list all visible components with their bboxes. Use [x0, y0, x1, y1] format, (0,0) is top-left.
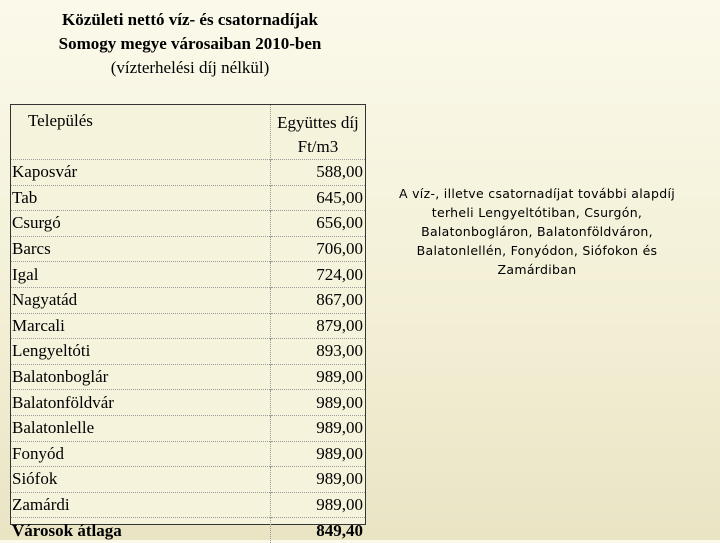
- city-cell: Tab: [11, 185, 270, 211]
- city-cell: Siófok: [11, 467, 270, 493]
- city-cell: Nagyatád: [11, 287, 270, 313]
- footnote-line: Zamárdiban: [497, 262, 577, 277]
- title-line-1: Közületi nettó víz- és csatornadíjak: [62, 10, 318, 29]
- fee-table: [11, 105, 365, 543]
- fee-cell: 706,00: [270, 236, 365, 262]
- city-cell: Csurgó: [11, 211, 270, 237]
- table-row: [11, 185, 365, 211]
- column-header-fee-unit: Ft/m3: [297, 137, 339, 156]
- column-header-fee-line-1: Együttes díj: [277, 113, 359, 132]
- city-cell: Lengyeltóti: [11, 339, 270, 365]
- table-header-row: [11, 105, 365, 160]
- fee-cell: 588,00: [270, 160, 365, 186]
- fee-cell: 656,00: [270, 211, 365, 237]
- table-row: [11, 390, 365, 416]
- city-cell: Marcali: [11, 313, 270, 339]
- fee-cell: 879,00: [270, 313, 365, 339]
- column-header-city: Település: [27, 111, 93, 130]
- table-row: [11, 262, 365, 288]
- table-row: [11, 467, 365, 493]
- average-row: [11, 518, 365, 543]
- footnote-line: Balatonlellén, Fonyódon, Siófokon és: [416, 243, 658, 258]
- fee-cell: 645,00: [270, 185, 365, 211]
- page-title: [0, 8, 380, 80]
- city-cell: Balatonboglár: [11, 364, 270, 390]
- fee-cell: 989,00: [270, 441, 365, 467]
- city-cell: Balatonföldvár: [11, 390, 270, 416]
- city-cell: Kaposvár: [11, 160, 270, 186]
- fee-cell: 989,00: [270, 364, 365, 390]
- footnote-line: A víz-, illetve csatornadíjat további alapdíj: [398, 186, 676, 201]
- fee-cell: 989,00: [270, 467, 365, 493]
- table-row: [11, 441, 365, 467]
- table-row: [11, 492, 365, 518]
- title-subtitle: (vízterhelési díj nélkül): [110, 58, 270, 77]
- table-row: [11, 211, 365, 237]
- fee-cell: 867,00: [270, 287, 365, 313]
- table-row: [11, 339, 365, 365]
- city-cell: Balatonlelle: [11, 415, 270, 441]
- fee-table-container: [10, 104, 366, 540]
- city-cell: Fonyód: [11, 441, 270, 467]
- fee-cell: 989,00: [270, 415, 365, 441]
- city-cell: Barcs: [11, 236, 270, 262]
- average-label: Városok átlaga: [11, 518, 270, 543]
- footnote-line: terheli Lengyeltótiban, Csurgón,: [431, 205, 643, 220]
- footnote: [392, 184, 682, 279]
- table-row: [11, 287, 365, 313]
- table-row: [11, 313, 365, 339]
- table-row: [11, 364, 365, 390]
- city-cell: Igal: [11, 262, 270, 288]
- column-header-fee: [270, 105, 365, 160]
- fee-cell: 893,00: [270, 339, 365, 365]
- table-row: [11, 415, 365, 441]
- average-value: 849,40: [270, 518, 365, 543]
- footnote-line: Balatonbogláron, Balatonföldváron,: [421, 224, 653, 239]
- title-line-2: Somogy megye városaiban 2010-ben: [58, 34, 322, 53]
- table-row: [11, 236, 365, 262]
- table-body: [11, 160, 365, 543]
- fee-cell: 989,00: [270, 492, 365, 518]
- city-cell: Zamárdi: [11, 492, 270, 518]
- table-row: [11, 160, 365, 186]
- fee-cell: 724,00: [270, 262, 365, 288]
- fee-cell: 989,00: [270, 390, 365, 416]
